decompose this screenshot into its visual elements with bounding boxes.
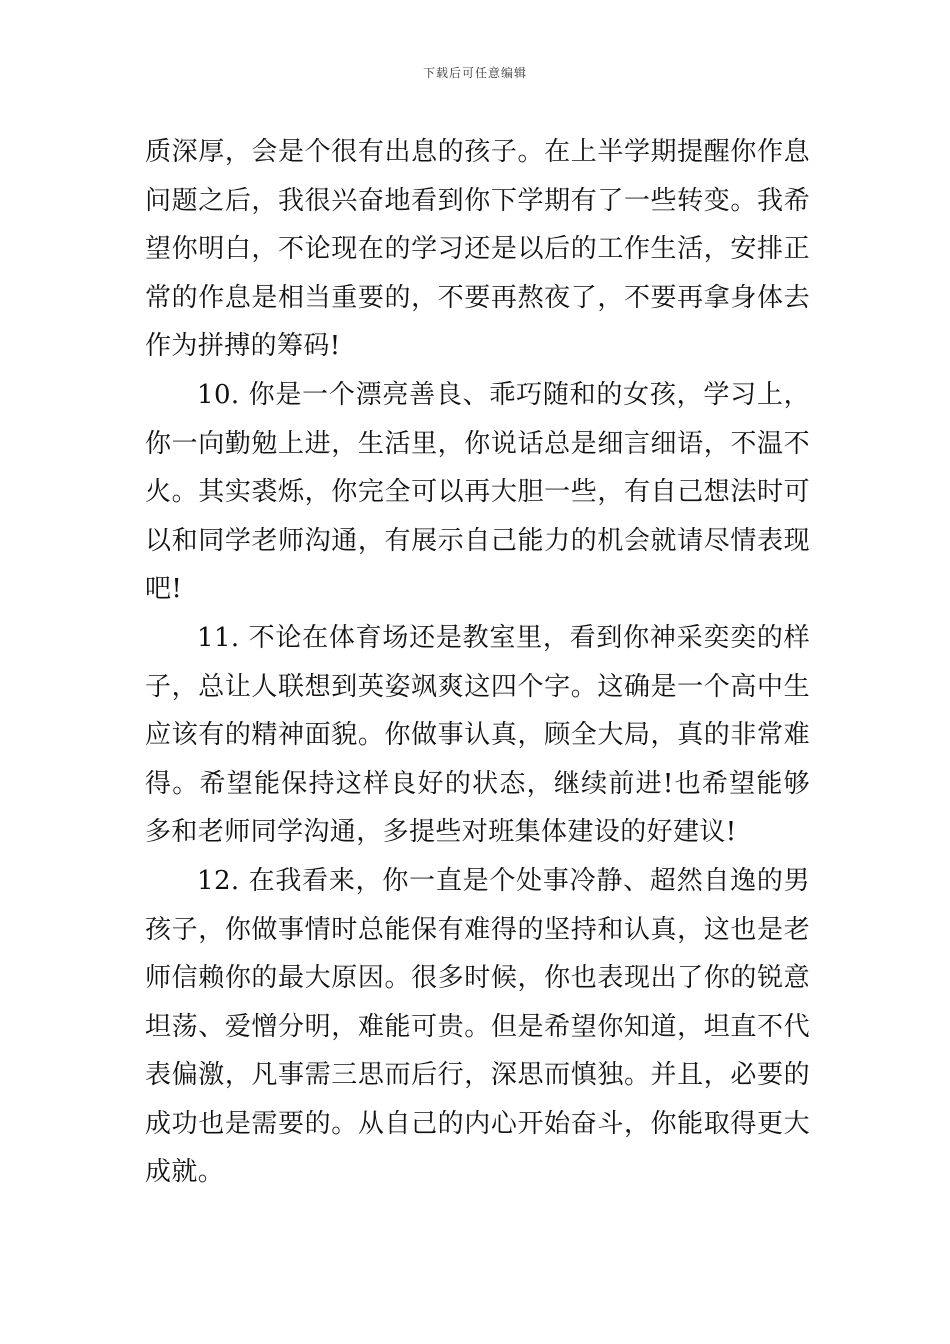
paragraph-comment-11: 11. 不论在体育场还是教室里，看到你神采奕奕的样子，总让人联想到英姿飒爽这四个字。这确是一个高中生应该有的精神面貌。你做事认真，顾全大局，真的非常难得。希望能保持这样良好的状态，继续前进!也希望能够多和老师同学沟通，多提些对班集体建设的好建议!	[145, 622, 810, 848]
document-body	[145, 128, 810, 1197]
paragraph-comment-10: 10. 你是一个漂亮善良、乖巧随和的女孩，学习上，你一向勤勉上进，生活里，你说话总是细言细语，不温不火。其实裘烁，你完全可以再大胆一些，有自己想法时可以和同学老师沟通，有展示自己能力的机会就请尽情表现吧!	[145, 379, 810, 605]
paragraph-continuation: 质深厚，会是个很有出息的孩子。在上半学期提醒你作息问题之后，我很兴奋地看到你下学期有了一些转变。我希望你明白，不论现在的学习还是以后的工作生活，安排正常的作息是相当重要的，不要再熬夜了，不要再拿身体去作为拼搏的筹码!	[145, 137, 810, 362]
paragraph-comment-12: 12. 在我看来，你一直是个处事冷静、超然自逸的男孩子，你做事情时总能保有难得的坚持和认真，这也是老师信赖你的最大原因。很多时候，你也表现出了你的锐意坦荡、爱憎分明，难能可贵。但是希望你知道，坦直不代表偏激，凡事需三思而后行，深思而慎独。并且，必要的成功也是需要的。从自己的内心开始奋斗，你能取得更大成就。	[145, 865, 810, 1188]
page-header: 下载后可任意编辑	[422, 66, 527, 80]
